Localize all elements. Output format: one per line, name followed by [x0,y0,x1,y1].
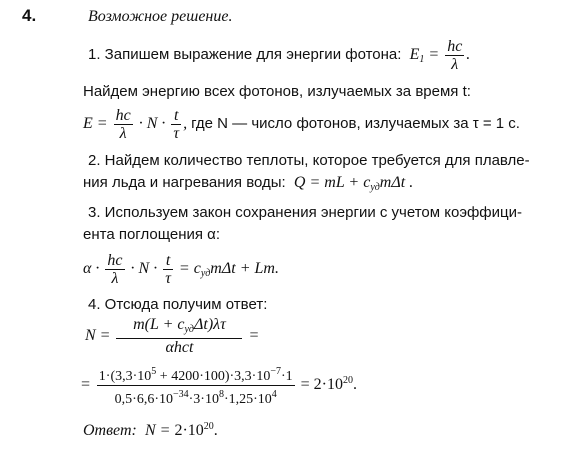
step-1-text [88,38,470,73]
numerical-calculation: = $\frac{1\cdot(3,3\cdot 10^5 + 4200\cdot 100)\cdot 3,3\cdot 10^{-7}\cdot 1}{0,5\cdot 6,6\cdot 10^{-34}\cdot 3\cdot 10^8\cdot 1,25\cdot 10^4}$ = $2\cdot 10^{20}$. [80,363,357,408]
solution-title: Возможное решение. [88,8,233,25]
step-2-line1: 2. Найдем количество теплоты, которое требуется для плавле- [88,152,530,169]
fraction-hc-lambda: $\frac{hc}{\lambda}$ [447,38,463,73]
step-1c-line [83,107,520,142]
step-2-text: ния льда и нагревания воды: [83,174,286,191]
total-energy-formula: E = $\frac{hc}{\lambda}$ · N · $\frac{t}{\tau}$ , [83,107,192,142]
step-4-text: 4. Отсюда получим ответ: [88,296,268,313]
answer-derivation-formula: N = $\frac{m(L + c_{уд}\Delta t)\lambda\tau}{\text{αhct}}$ = [85,316,260,356]
step-2-line2 [83,174,413,193]
answer-formula: $N = 2\cdot 10^{20}$. [141,421,218,439]
photon-energy-formula: $E_1$ = $\frac{hc}{\lambda}$ . [405,38,471,73]
step-1b-text: Найдем энергию всех фотонов, излучаемых за время t: [83,83,471,100]
problem-number: 4. [22,6,37,25]
step-3-line2: ента поглощения α: [83,226,221,243]
heat-formula: Q = mL + $c_{уд}m\Delta t$ . [289,174,414,193]
energy-conservation-formula: α · $\frac{hc}{\lambda}$ · N · $\frac{t}{\tau}$ = $c_{уд}m\Delta t + Lm$. [83,252,279,287]
answer-line [83,421,218,440]
step-3-line1: 3. Используем закон сохранения энергии с учетом коэффици- [88,204,522,221]
step-1c-text: где N — число фотонов, излучаемых за τ = 1 с. [191,115,520,133]
step-1-label: 1. Запишем выражение для энергии фотона: [88,46,402,64]
answer-label: Ответ: [83,422,137,439]
